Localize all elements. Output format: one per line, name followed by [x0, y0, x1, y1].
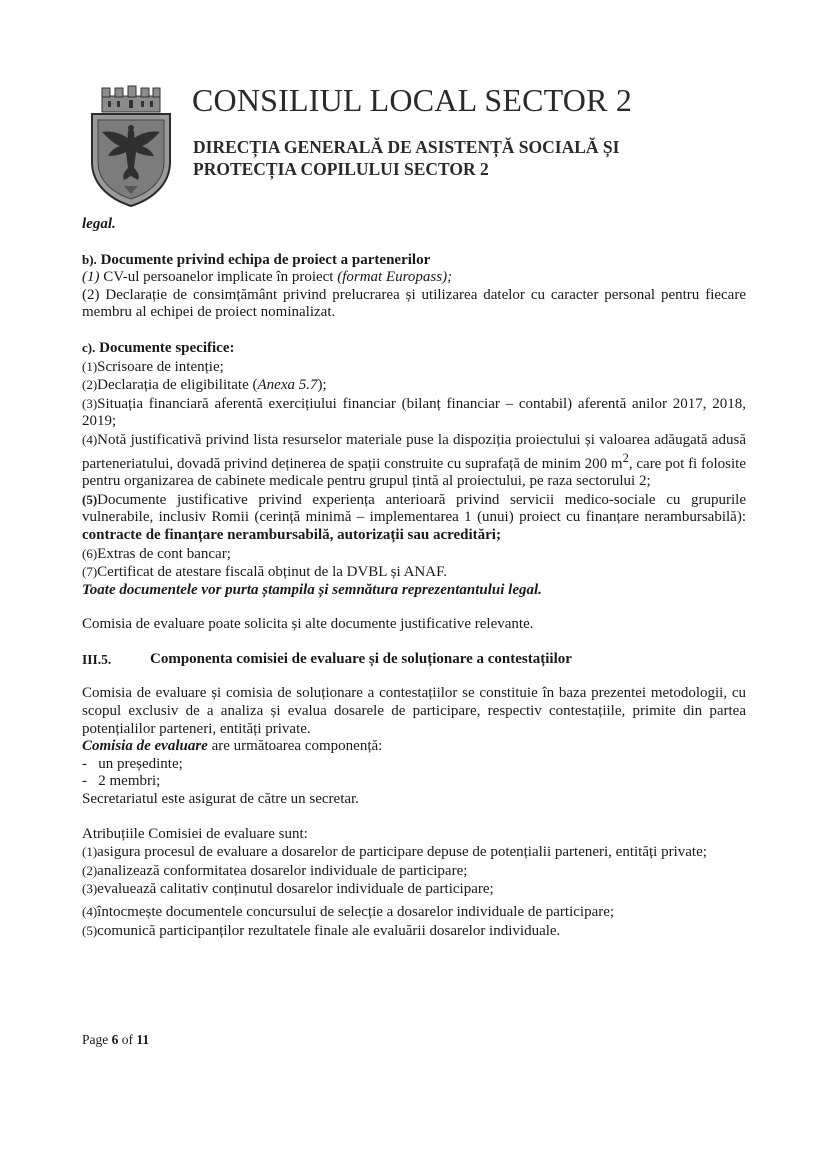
document-body	[82, 216, 746, 940]
section-b-item-2: (2) Declarație de consimțământ privind prelucrarea și utilizarea datelor cu caracter personal pentru fiecare membru al echipei de proiect nominalizat.	[82, 286, 746, 321]
header-subtitle-line-1: DIRECȚIA GENERALĂ DE ASISTENȚĂ SOCIALĂ ȘI	[193, 137, 620, 157]
header-subtitle-line-2: PROTECȚIA COPILULUI SECTOR 2	[193, 159, 489, 179]
attribution-item-5: (5)comunică participanților rezultatele finale ale evaluării dosarelor individuale.	[82, 922, 561, 939]
attribution-item-1: (1)asigura procesul de evaluare a dosarelor de participare depuse de potențialii parteneri, entități private;	[82, 844, 707, 861]
page-number: Page 6 of 11	[82, 1032, 150, 1047]
section-c-heading: c). Documente specifice:	[82, 339, 235, 356]
attributions-intro: Atribuțiile Comisiei de evaluare sunt:	[82, 825, 308, 842]
section-c-item-3: (3)Situația financiară aferentă exercițiului financiar (bilanț financiar – contabil) aferentă anilor 2017, 2018, 2019;	[82, 395, 746, 430]
section-c-item-5: (5)Documente justificative privind experiența anterioară privind servicii medico-sociale cu grupurile vulnerabile, inclusiv Romii (cerință minimă – implementarea 1 (unui) proiect cu finanțare nerambursabilă): contracte de finanțare nerambursabilă, autorizații sau acreditări;	[82, 491, 746, 543]
attribution-item-3: (3)evaluează calitativ conținutul dosarelor individuale de participare;	[82, 881, 494, 898]
header-title: CONSILIUL LOCAL SECTOR 2	[192, 82, 633, 118]
commission-note: Comisia de evaluare poate solicita și alte documente justificative relevante.	[82, 616, 534, 633]
section-b-item-1: (1) CV-ul persoanelor implicate în proiect (format Europass);	[82, 269, 453, 286]
section-c-item-2: (2)Declarația de eligibilitate (Anexa 5.7);	[82, 377, 327, 394]
section-c-item-4: (4)Notă justificativă privind lista resurselor materiale puse la dispoziția proiectului și valoarea adăugată adusă parteneriatului, dovadă privind deținerea de spații construite cu suprafață de minim 200 $m^2$, care pot fi folosite pentru organizarea de cabinete medicale pentru grupul țintă al proiectului, pe raza sectorului 2;	[82, 431, 746, 490]
composition-item-2: - 2 membri;	[82, 773, 161, 790]
legal-continuation: legal.	[82, 216, 116, 232]
secretariat-note: Secretariatul este asigurat de către un secretar.	[82, 791, 359, 808]
section-c-item-7: (7)Certificat de atestare fiscală obținut de la DVBL și ANAF.	[82, 564, 447, 581]
section-title: Componenta comisiei de evaluare și de soluționare a contestațiilor	[150, 650, 572, 667]
composition-item-1: - un președinte;	[82, 755, 183, 772]
section-heading-iii-5	[82, 651, 746, 669]
header-subtitle	[193, 136, 619, 180]
section-number: III.5.	[82, 651, 112, 667]
section-paragraph: Comisia de evaluare și comisia de soluționare a contestațiilor se constituie în baza prezentei metodologii, cu scopul exclusiv de a analiza și evalua dosarele de participare, respectiv contestațiile, primite din partea potențialilor parteneri, entități private.	[82, 685, 746, 737]
section-c-item-6: (6)Extras de cont bancar;	[82, 545, 231, 562]
section-c-item-1: (1)Scrisoare de intenție;	[82, 358, 224, 375]
section-b-heading: b). Documente privind echipa de proiect a partenerilor	[82, 251, 431, 268]
stamp-note: Toate documentele vor purta ștampila și semnătura reprezentantului legal.	[82, 581, 542, 598]
composition-intro: Comisia de evaluare are următoarea componență:	[82, 738, 383, 755]
bucharest-coat-of-arms-icon	[84, 84, 178, 210]
attribution-item-4: (4)întocmește documentele concursului de selecție a dosarelor individuale de participare;	[82, 904, 615, 920]
attribution-item-2: (2)analizează conformitatea dosarelor individuale de participare;	[82, 862, 468, 879]
